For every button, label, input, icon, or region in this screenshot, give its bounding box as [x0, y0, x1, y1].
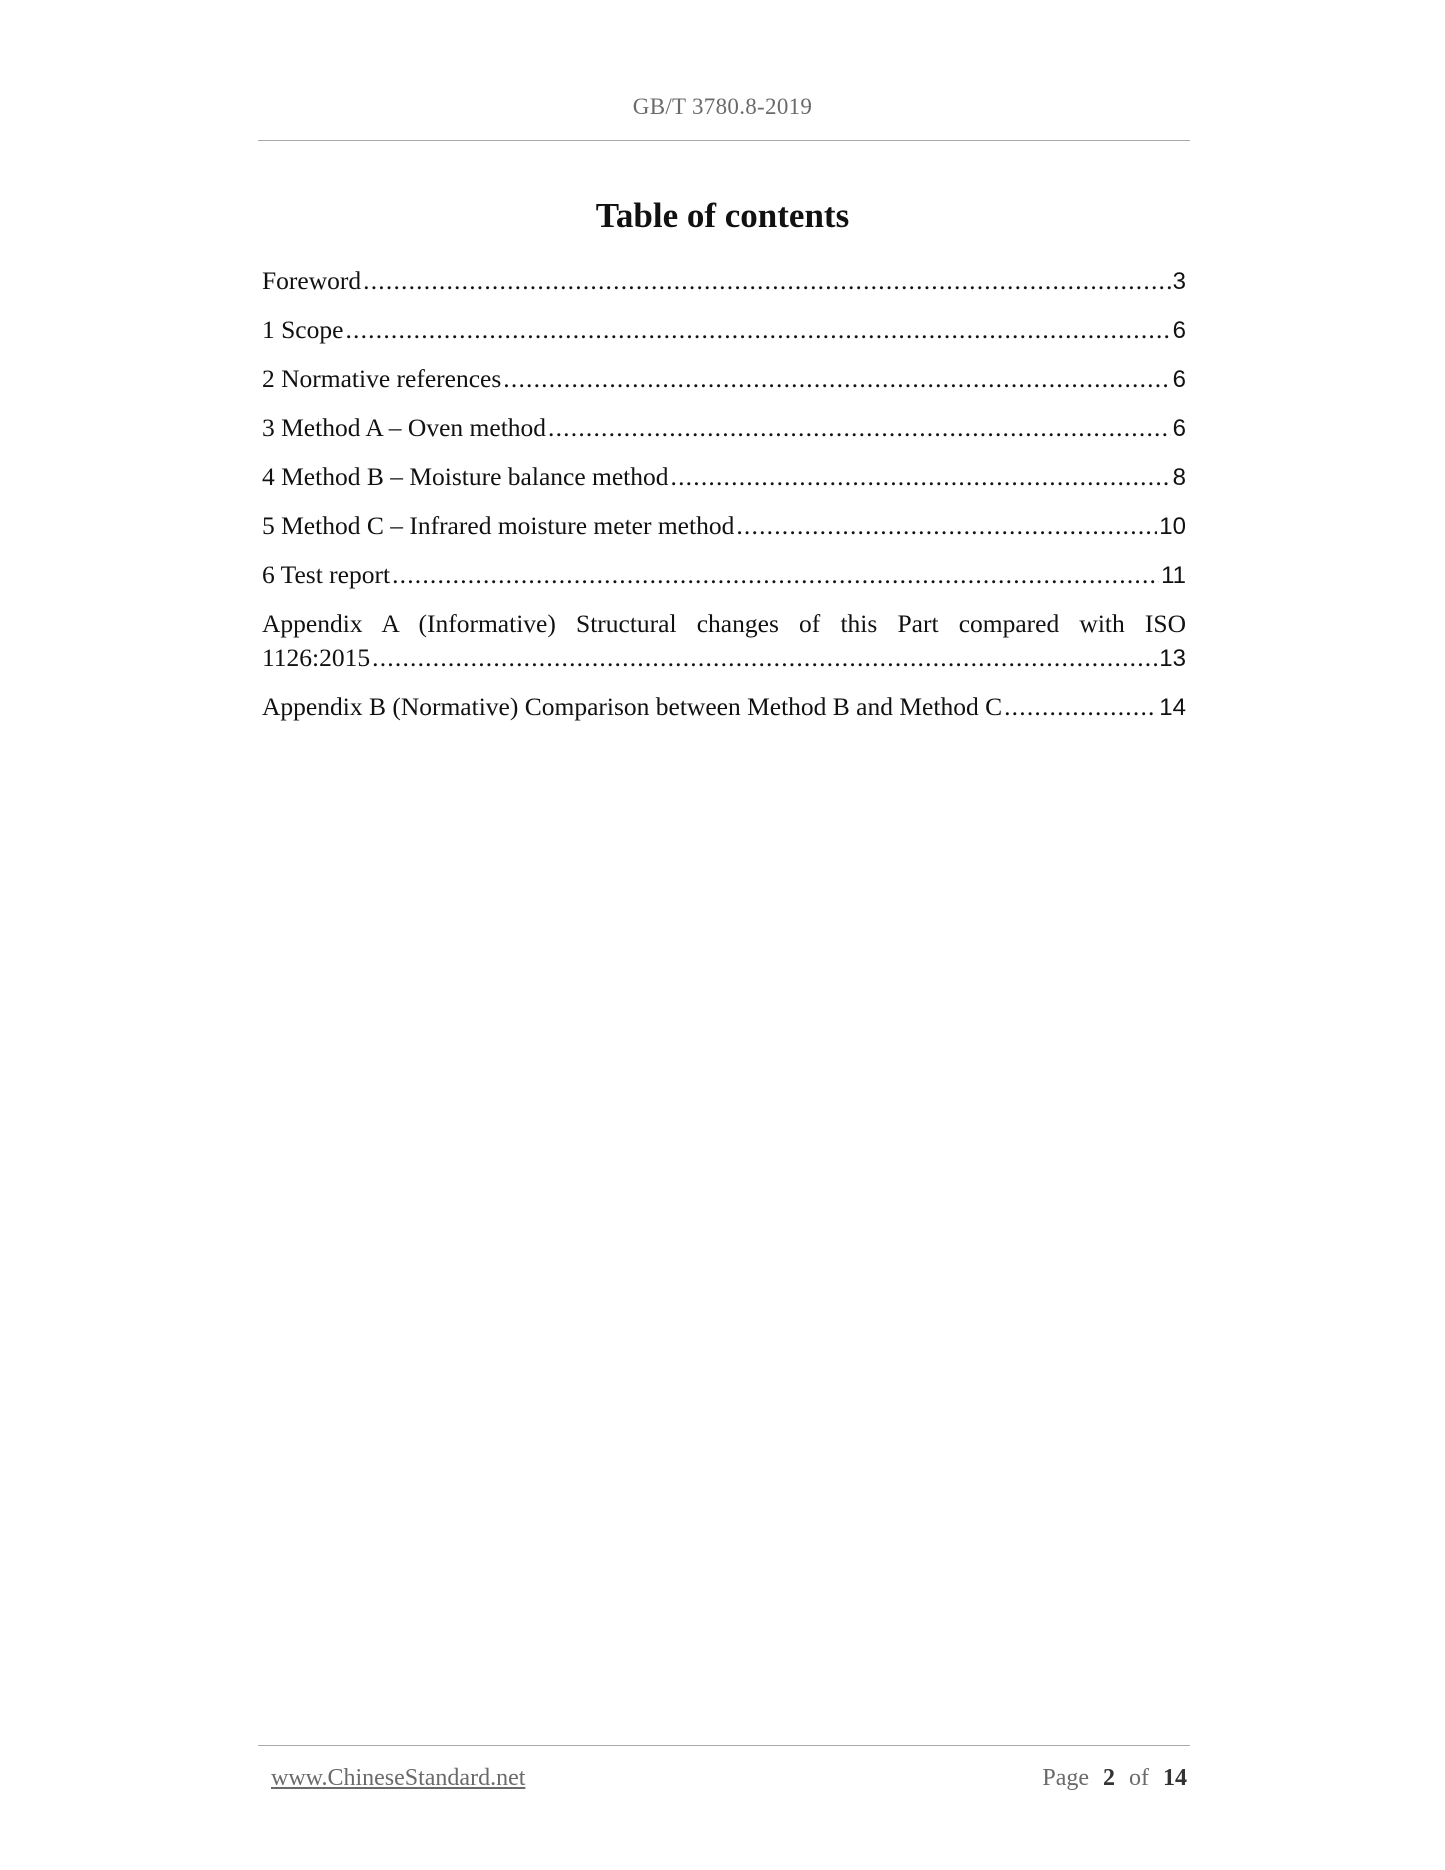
- toc-page-number: 6: [1172, 366, 1186, 393]
- toc-label-line-2: 1126:2015: [262, 643, 371, 672]
- dot-leader: [503, 362, 1170, 396]
- toc-label: 4 Method B – Moisture balance method: [262, 462, 669, 491]
- current-page-number: 2: [1103, 1765, 1115, 1791]
- toc-page-number: 10: [1159, 513, 1186, 540]
- dot-leader: [671, 460, 1171, 494]
- toc-page-number: 11: [1161, 562, 1186, 589]
- toc-page-number: 6: [1172, 317, 1186, 344]
- toc-page-number: 14: [1159, 694, 1186, 721]
- page-indicator: [1042, 1765, 1187, 1792]
- footer-divider: [258, 1745, 1190, 1746]
- website-link[interactable]: www.ChineseStandard.net: [271, 1765, 526, 1791]
- dot-leader: [363, 264, 1170, 298]
- toc-entry-test-report[interactable]: [262, 558, 1186, 593]
- dot-leader: [345, 313, 1170, 347]
- total-pages: 14: [1163, 1765, 1187, 1791]
- header-standard-code: GB/T 3780.8-2019: [632, 94, 813, 119]
- toc-label-line-1: Appendix A (Informative) Structural changes of this Part compared with ISO: [262, 609, 1186, 638]
- toc-entry-scope[interactable]: [262, 313, 1186, 348]
- toc-page-number: 8: [1172, 464, 1186, 491]
- dot-leader: [736, 509, 1157, 543]
- toc-entry-method-b[interactable]: [262, 460, 1186, 495]
- table-of-contents: [262, 264, 1186, 739]
- toc-page-number: 3: [1172, 268, 1186, 295]
- page-title: Table of contents: [595, 196, 850, 235]
- dot-leader: [1004, 690, 1157, 724]
- toc-page-number: 13: [1159, 645, 1186, 672]
- dot-leader: [548, 411, 1171, 445]
- toc-entry-foreword[interactable]: [262, 264, 1186, 299]
- toc-entry-method-c[interactable]: [262, 509, 1186, 544]
- toc-label: 6 Test report: [262, 560, 391, 589]
- header-divider: [258, 140, 1190, 141]
- toc-label: Appendix B (Normative) Comparison between Method B and Method C: [262, 692, 1003, 721]
- toc-page-number: 6: [1172, 415, 1186, 442]
- toc-entry-appendix-a[interactable]: [262, 607, 1186, 676]
- dot-leader: [392, 558, 1159, 592]
- toc-entry-normative-references[interactable]: [262, 362, 1186, 397]
- toc-label: Foreword: [262, 266, 362, 295]
- toc-label: 3 Method A – Oven method: [262, 413, 547, 442]
- toc-label: 5 Method C – Infrared moisture meter method: [262, 511, 735, 540]
- toc-entry-method-a[interactable]: [262, 411, 1186, 446]
- toc-label: 1 Scope: [262, 315, 344, 344]
- of-word: of: [1129, 1765, 1149, 1791]
- toc-entry-appendix-b[interactable]: [262, 690, 1186, 725]
- toc-label: 2 Normative references: [262, 364, 502, 393]
- page-word: Page: [1042, 1765, 1089, 1791]
- dot-leader: [372, 641, 1157, 675]
